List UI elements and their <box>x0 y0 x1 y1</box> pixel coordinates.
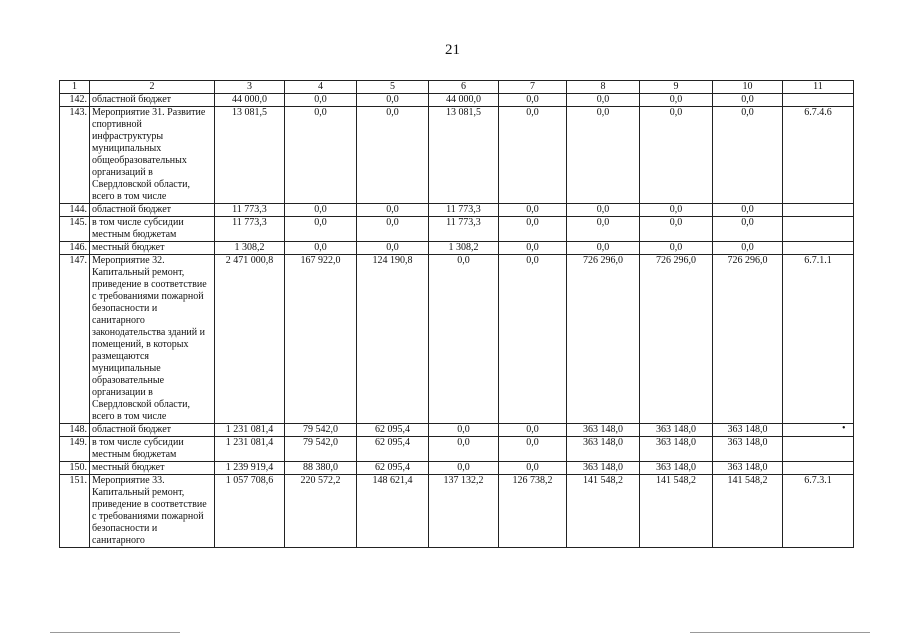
header-cell: 2 <box>90 81 215 94</box>
value-cell-c8: 726 296,0 <box>567 255 640 424</box>
value-cell-c7: 0,0 <box>499 424 567 437</box>
table-row <box>60 255 854 424</box>
row-name-cell: областной бюджет <box>90 424 215 437</box>
value-cell-c3: 11 773,3 <box>215 204 285 217</box>
value-cell-c7: 0,0 <box>499 462 567 475</box>
value-cell-c3: 1 057 708,6 <box>215 475 285 548</box>
value-cell-c11 <box>783 94 854 107</box>
value-cell-c11 <box>783 217 854 242</box>
row-number-cell: 144. <box>60 204 90 217</box>
header-cell: 7 <box>499 81 567 94</box>
value-cell-c7: 0,0 <box>499 94 567 107</box>
value-cell-c9: 0,0 <box>640 204 713 217</box>
value-cell-c8: 363 148,0 <box>567 462 640 475</box>
value-cell-c10: 363 148,0 <box>713 424 783 437</box>
value-cell-c4: 0,0 <box>285 217 357 242</box>
value-cell-c8: 0,0 <box>567 94 640 107</box>
value-cell-c4: 79 542,0 <box>285 424 357 437</box>
row-name-cell: областной бюджет <box>90 94 215 107</box>
value-cell-c8: 0,0 <box>567 217 640 242</box>
value-cell-c3: 1 308,2 <box>215 242 285 255</box>
value-cell-c7: 0,0 <box>499 255 567 424</box>
value-cell-c6: 44 000,0 <box>429 94 499 107</box>
value-cell-c5: 148 621,4 <box>357 475 429 548</box>
value-cell-c4: 0,0 <box>285 107 357 204</box>
value-cell-c10: 0,0 <box>713 204 783 217</box>
row-name-cell: местный бюджет <box>90 242 215 255</box>
value-cell-c8: 363 148,0 <box>567 424 640 437</box>
value-cell-c9: 363 148,0 <box>640 437 713 462</box>
row-name-cell: в том числе субсидии местным бюджетам <box>90 217 215 242</box>
header-cell: 3 <box>215 81 285 94</box>
value-cell-c9: 363 148,0 <box>640 424 713 437</box>
header-cell: 8 <box>567 81 640 94</box>
scan-mark: • <box>842 423 846 434</box>
value-cell-c9: 0,0 <box>640 217 713 242</box>
value-cell-c5: 62 095,4 <box>357 437 429 462</box>
value-cell-c8: 0,0 <box>567 242 640 255</box>
value-cell-c7: 0,0 <box>499 437 567 462</box>
table-row <box>60 94 854 107</box>
value-cell-c4: 79 542,0 <box>285 437 357 462</box>
table-row <box>60 204 854 217</box>
value-cell-c10: 363 148,0 <box>713 437 783 462</box>
value-cell-c5: 124 190,8 <box>357 255 429 424</box>
row-name-cell: Мероприятие 31. Развитие спортивной инфраструктуры муниципальных общеобразовательных организаций в Свердловской области, всего в том числе <box>90 107 215 204</box>
value-cell-c9: 141 548,2 <box>640 475 713 548</box>
row-number-cell: 143. <box>60 107 90 204</box>
page-edge-line <box>50 632 180 633</box>
value-cell-c5: 0,0 <box>357 204 429 217</box>
header-cell: 11 <box>783 81 854 94</box>
table-row <box>60 107 854 204</box>
header-cell: 10 <box>713 81 783 94</box>
row-name-cell: областной бюджет <box>90 204 215 217</box>
row-number-cell: 147. <box>60 255 90 424</box>
row-number-cell: 149. <box>60 437 90 462</box>
value-cell-c11 <box>783 204 854 217</box>
value-cell-c10: 363 148,0 <box>713 462 783 475</box>
value-cell-c5: 62 095,4 <box>357 462 429 475</box>
value-cell-c11 <box>783 242 854 255</box>
value-cell-c3: 44 000,0 <box>215 94 285 107</box>
value-cell-c5: 0,0 <box>357 242 429 255</box>
value-cell-c11 <box>783 462 854 475</box>
table-row <box>60 462 854 475</box>
value-cell-c6: 13 081,5 <box>429 107 499 204</box>
value-cell-c10: 726 296,0 <box>713 255 783 424</box>
row-number-cell: 142. <box>60 94 90 107</box>
value-cell-c5: 0,0 <box>357 217 429 242</box>
header-cell: 1 <box>60 81 90 94</box>
value-cell-c8: 0,0 <box>567 204 640 217</box>
header-cell: 4 <box>285 81 357 94</box>
value-cell-c6: 0,0 <box>429 424 499 437</box>
value-cell-c3: 11 773,3 <box>215 217 285 242</box>
value-cell-c9: 363 148,0 <box>640 462 713 475</box>
value-cell-c6: 0,0 <box>429 255 499 424</box>
value-cell-c7: 0,0 <box>499 217 567 242</box>
value-cell-c9: 0,0 <box>640 107 713 204</box>
budget-table <box>59 80 854 548</box>
value-cell-c10: 0,0 <box>713 217 783 242</box>
value-cell-c7: 0,0 <box>499 242 567 255</box>
header-cell: 6 <box>429 81 499 94</box>
value-cell-c10: 0,0 <box>713 107 783 204</box>
header-cell: 9 <box>640 81 713 94</box>
value-cell-c3: 2 471 000,8 <box>215 255 285 424</box>
header-cell: 5 <box>357 81 429 94</box>
table-row <box>60 437 854 462</box>
row-number-cell: 146. <box>60 242 90 255</box>
value-cell-c6: 0,0 <box>429 437 499 462</box>
header-row <box>60 81 854 94</box>
row-name-cell: местный бюджет <box>90 462 215 475</box>
table-row <box>60 424 854 437</box>
row-name-cell: Мероприятие 33. Капитальный ремонт, приведение в соответствие с требованиями пожарной безопасности и санитарного <box>90 475 215 548</box>
value-cell-c6: 1 308,2 <box>429 242 499 255</box>
table-row <box>60 475 854 548</box>
value-cell-c7: 126 738,2 <box>499 475 567 548</box>
value-cell-c6: 11 773,3 <box>429 204 499 217</box>
row-name-cell: Мероприятие 32. Капитальный ремонт, приведение в соответствие с требованиями пожарной безопасности и санитарного законодательства зданий и помещений, в которых размещаются муниципальные образовательные организации в Свердловской области, всего в том числе <box>90 255 215 424</box>
value-cell-c4: 88 380,0 <box>285 462 357 475</box>
value-cell-c3: 13 081,5 <box>215 107 285 204</box>
row-name-cell: в том числе субсидии местным бюджетам <box>90 437 215 462</box>
value-cell-c4: 0,0 <box>285 204 357 217</box>
page-number: 21 <box>445 42 460 58</box>
value-cell-c8: 363 148,0 <box>567 437 640 462</box>
value-cell-c10: 141 548,2 <box>713 475 783 548</box>
value-cell-c8: 0,0 <box>567 107 640 204</box>
value-cell-c10: 0,0 <box>713 242 783 255</box>
value-cell-c6: 11 773,3 <box>429 217 499 242</box>
value-cell-c5: 0,0 <box>357 107 429 204</box>
row-number-cell: 151. <box>60 475 90 548</box>
row-number-cell: 150. <box>60 462 90 475</box>
value-cell-c6: 137 132,2 <box>429 475 499 548</box>
value-cell-c8: 141 548,2 <box>567 475 640 548</box>
value-cell-c10: 0,0 <box>713 94 783 107</box>
table-row <box>60 242 854 255</box>
value-cell-c11 <box>783 437 854 462</box>
value-cell-c4: 167 922,0 <box>285 255 357 424</box>
value-cell-c9: 0,0 <box>640 94 713 107</box>
value-cell-c7: 0,0 <box>499 107 567 204</box>
value-cell-c7: 0,0 <box>499 204 567 217</box>
value-cell-c9: 726 296,0 <box>640 255 713 424</box>
value-cell-c11: 6.7.4.6 <box>783 107 854 204</box>
value-cell-c11: 6.7.3.1 <box>783 475 854 548</box>
value-cell-c4: 0,0 <box>285 242 357 255</box>
row-number-cell: 148. <box>60 424 90 437</box>
value-cell-c11: 6.7.1.1 <box>783 255 854 424</box>
page-edge-line <box>690 632 870 633</box>
value-cell-c5: 62 095,4 <box>357 424 429 437</box>
table-row <box>60 217 854 242</box>
value-cell-c3: 1 239 919,4 <box>215 462 285 475</box>
value-cell-c4: 220 572,2 <box>285 475 357 548</box>
value-cell-c3: 1 231 081,4 <box>215 437 285 462</box>
value-cell-c3: 1 231 081,4 <box>215 424 285 437</box>
row-number-cell: 145. <box>60 217 90 242</box>
value-cell-c5: 0,0 <box>357 94 429 107</box>
value-cell-c9: 0,0 <box>640 242 713 255</box>
value-cell-c11 <box>783 424 854 437</box>
value-cell-c6: 0,0 <box>429 462 499 475</box>
value-cell-c4: 0,0 <box>285 94 357 107</box>
